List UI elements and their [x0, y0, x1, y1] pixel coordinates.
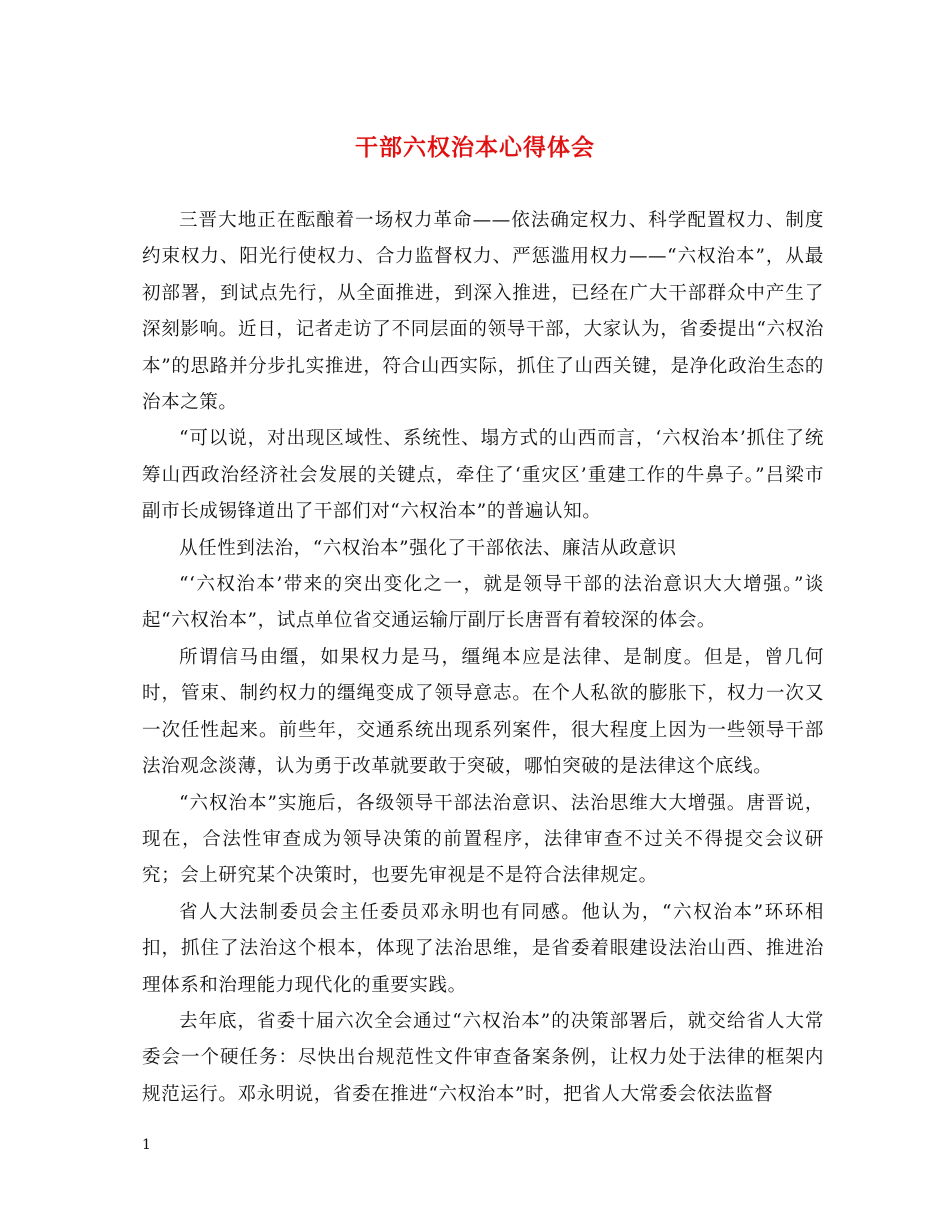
section-heading: 从任性到法治，“六权治本”强化了干部依法、廉洁从政意识: [179, 537, 677, 559]
paragraph: “可以说，对出现区域性、系统性、塌方式的山西而言，‘六权治本’抓住了统筹山西政治经济社会发展的关键点，牵住了‘重灾区’重建工作的牛鼻子。”吕梁市副市长成锡锋道出了干部们对“六权治本”的普遍认知。: [142, 428, 824, 523]
paragraph: “‘六权治本’带来的突出变化之一，就是领导干部的法治意识大大增强。”谈起“六权治本”，试点单位省交通运输厅副厅长唐晋有着较深的体会。: [142, 574, 824, 632]
paragraph: “六权治本”实施后，各级领导干部法治意识、法治思维大大增强。唐晋说，现在，合法性审查成为领导决策的前置程序，法律审查不过关不得提交会议研究；会上研究某个决策时，也要先审视是不是符合法律规定。: [142, 792, 824, 887]
document-body: [142, 203, 824, 1113]
page-number: 1: [142, 1137, 151, 1153]
paragraph: 三晋大地正在酝酿着一场权力革命——依法确定权力、科学配置权力、制度约束权力、阳光行使权力、合力监督权力、严惩滥用权力——“六权治本”，从最初部署，到试点先行，从全面推进，到深入推进，已经在广大干部群众中产生了深刻影响。近日，记者走访了不同层面的领导干部，大家认为，省委提出“六权治本”的思路并分步扎实推进，符合山西实际，抓住了山西关键，是净化政治生态的治本之策。: [142, 210, 824, 414]
document-title: 干部六权治本心得体会: [355, 134, 595, 161]
paragraph: 去年底，省委十届六次全会通过“六权治本”的决策部署后，就交给省人大常委会一个硬任务：尽快出台规范性文件审查备案条例，让权力处于法律的框架内规范运行。邓永明说，省委在推进“六权治本”时，把省人大常委会依法监督: [142, 1010, 824, 1105]
paragraph: 省人大法制委员会主任委员邓永明也有同感。他认为，“六权治本”环环相扣，抓住了法治这个根本，体现了法治思维，是省委着眼建设法治山西、推进治理体系和治理能力现代化的重要实践。: [142, 901, 824, 996]
paragraph: 所谓信马由缰，如果权力是马，缰绳本应是法律、是制度。但是，曾几何时，管束、制约权力的缰绳变成了领导意志。在个人私欲的膨胀下，权力一次又一次任性起来。前些年，交通系统出现系列案件，很大程度上因为一些领导干部法治观念淡薄，认为勇于改革就要敢于突破，哪怕突破的是法律这个底线。: [142, 646, 824, 778]
